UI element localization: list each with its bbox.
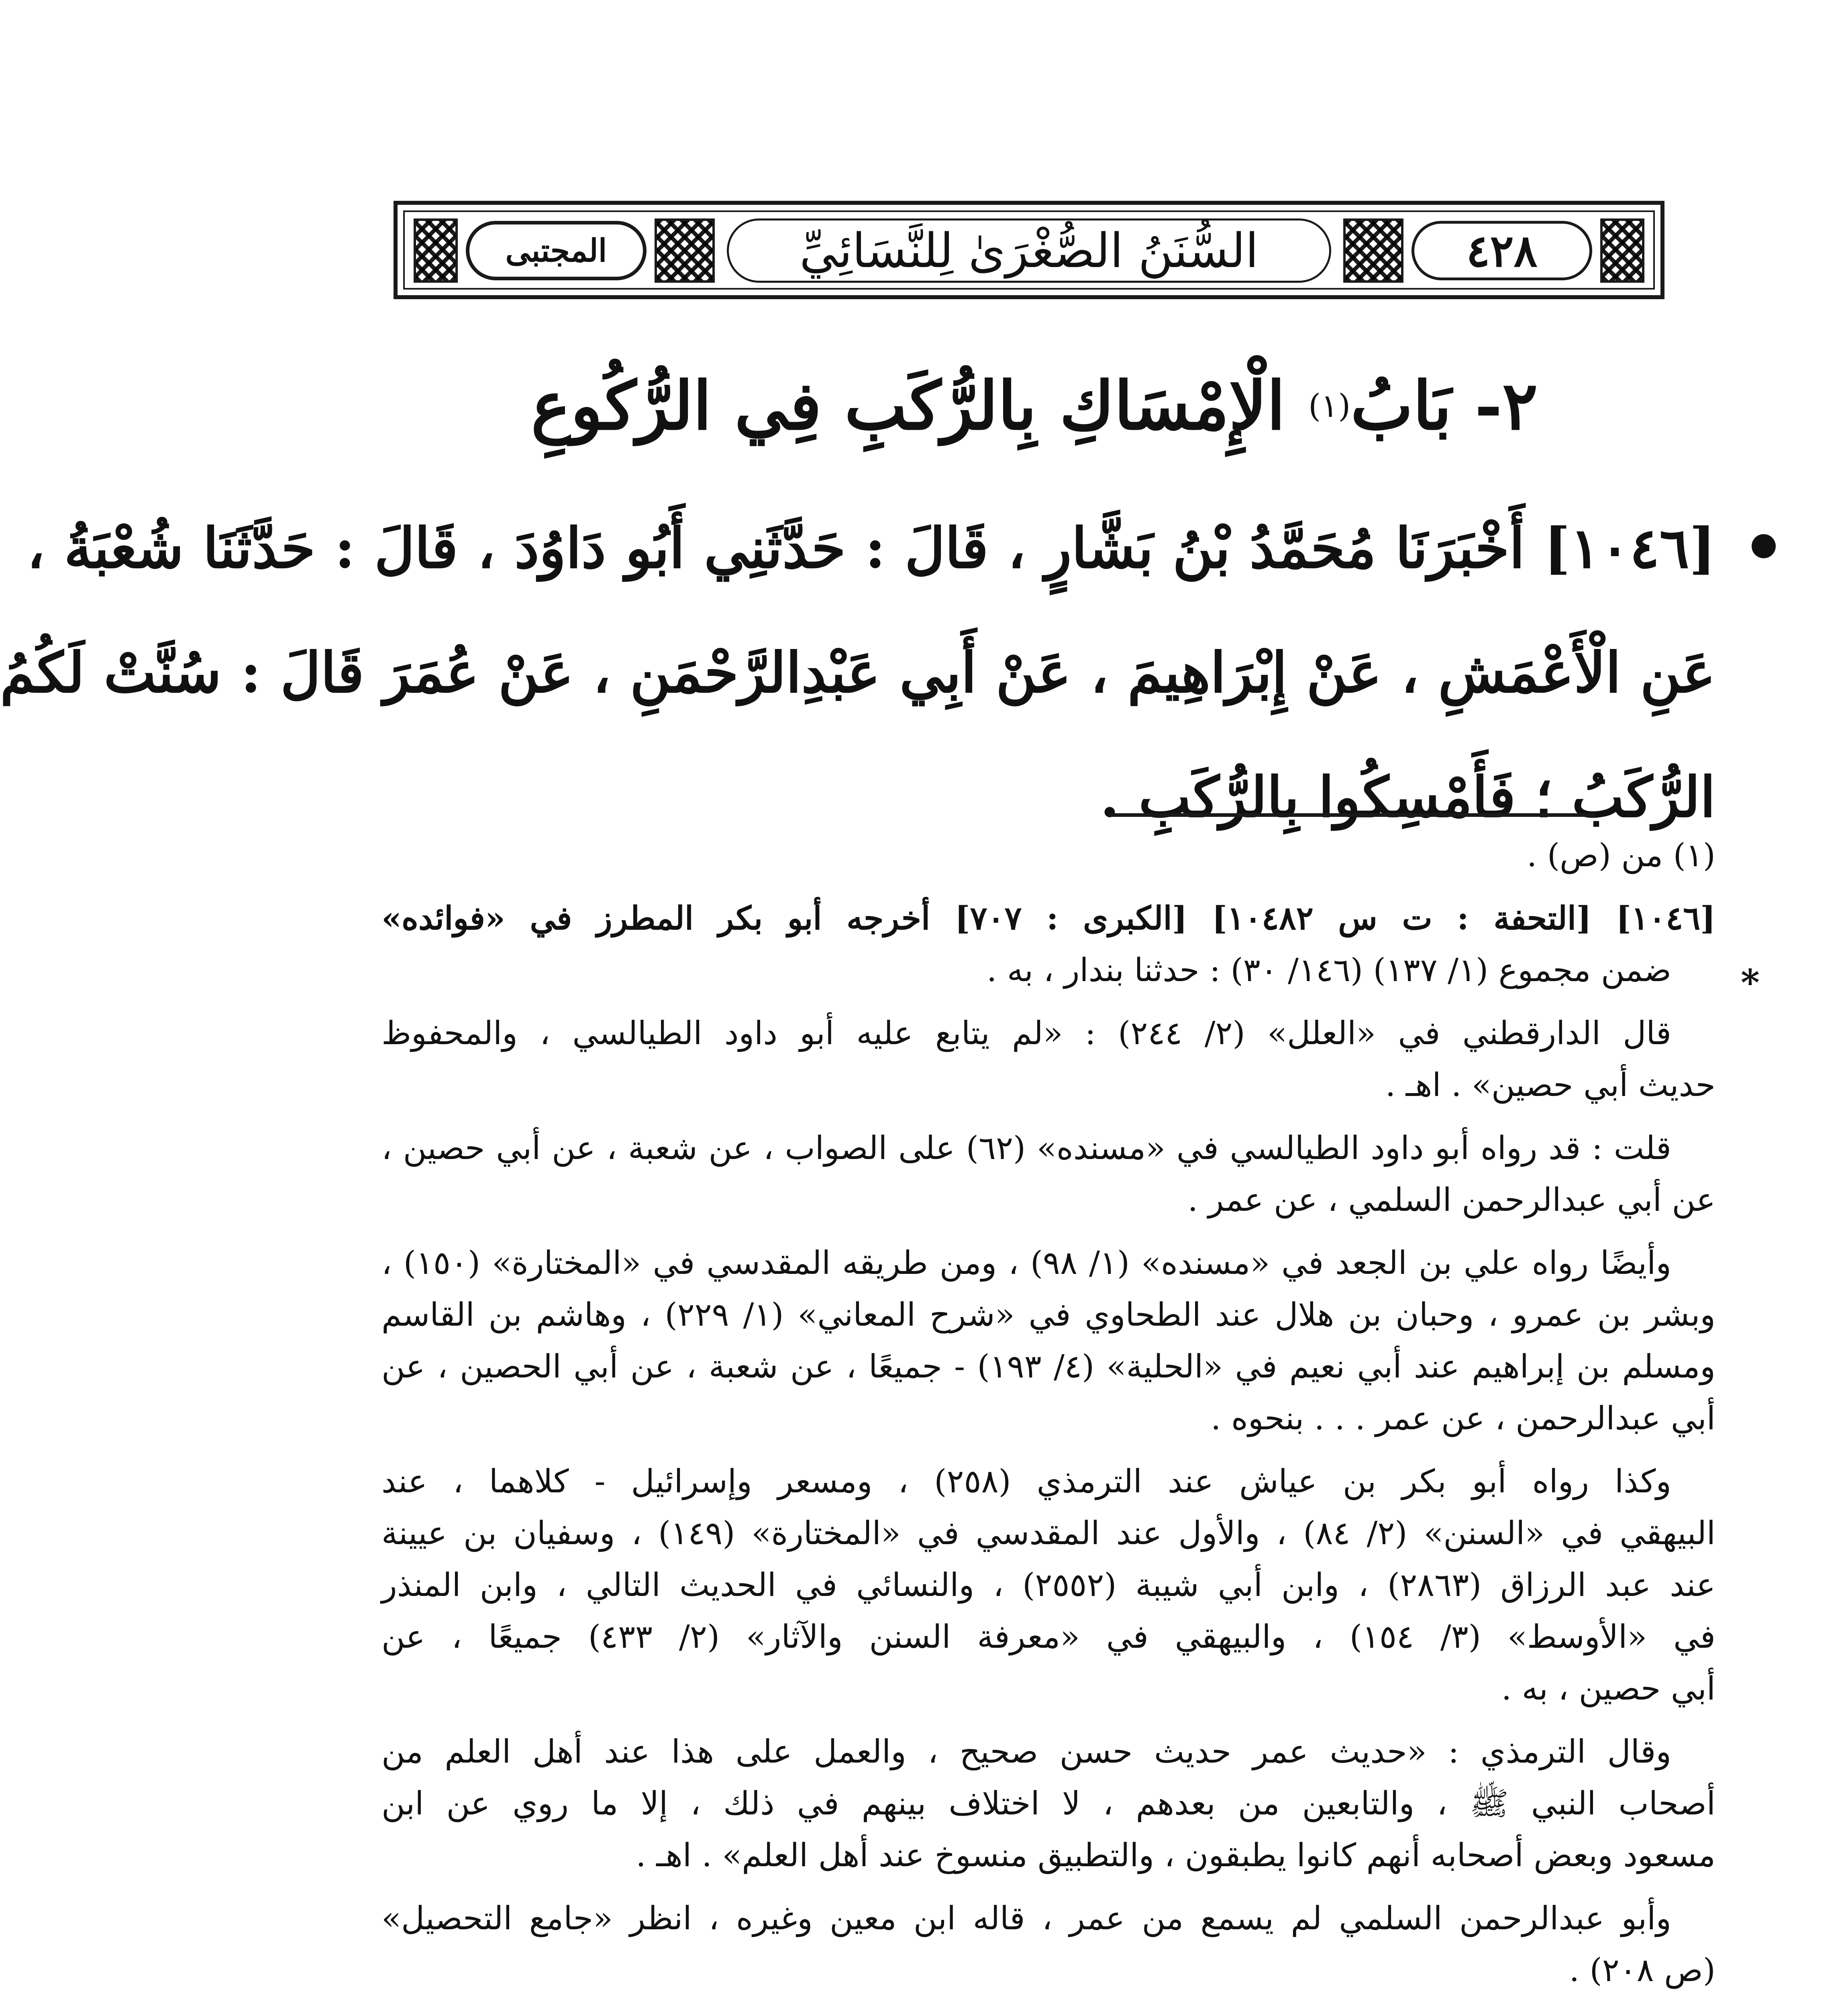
footnote-paragraph xyxy=(381,1237,1715,1444)
footnote-line: في «الأوسط» (٣/ ١٥٤) ، والبيهقي في «معرفة السنن والآثار» (٢/ ٤٣٣) جميعًا ، عن xyxy=(381,1618,1715,1655)
footnote-paragraph xyxy=(381,1122,1715,1226)
footnote-reference: (١) xyxy=(1308,387,1351,424)
hadith-bullet-icon xyxy=(1752,534,1776,558)
footnote-paragraph xyxy=(381,1007,1715,1111)
footnote-paragraph xyxy=(381,1455,1715,1714)
chapter-number-label: ٢- بَابُ xyxy=(1350,367,1538,445)
footnote-line: عند عبد الرزاق (٢٨٦٣) ، وابن أبي شيبة (٢٥٥٢) ، والنسائي في الحديث التالي ، وابن المنذر xyxy=(381,1566,1715,1604)
footnote-line: قلت : قد رواه أبو داود الطيالسي في «مسنده» (٦٢) على الصواب ، عن شعبة ، عن أبي حصين ، xyxy=(381,1129,1672,1167)
takhrij-line: ضمن مجموع (١/ ١٣٧) (١٤٦/ ٣٠) : حدثنا بندار ، به . xyxy=(987,951,1671,989)
hadith-line: الرُّكَبُ ؛ فَأَمْسِكُوا بِالرُّكَبِ . xyxy=(1100,764,1715,830)
header-ornament-left-inner xyxy=(655,218,715,283)
footnote-line: وأيضًا رواه علي بن الجعد في «مسنده» (١/ ٩٨) ، ومن طريقه المقدسي في «المختارة» (١٥٠) ، xyxy=(381,1244,1672,1282)
book-badge: المجتبى xyxy=(466,221,647,280)
footnote-line: مسعود وبعض أصحابه أنهم كانوا يطبقون ، والتطبيق منسوخ عند أهل العلم» . اهـ . xyxy=(636,1837,1715,1874)
header-ornament-right-inner xyxy=(1343,218,1403,283)
footnote-1: (١) من (ص) . xyxy=(1526,837,1715,874)
hadith-line: عَنِ الْأَعْمَشِ ، عَنْ إِبْرَاهِيمَ ، عَنْ أَبِي عَبْدِالرَّحْمَنِ ، عَنْ عُمَرَ قَالَ : سُنَّتْ لَكُمُ xyxy=(0,640,1715,705)
header-ornament-left-outer xyxy=(414,218,458,283)
page-number: ٤٢٨ xyxy=(1411,221,1592,280)
footnote-line: البيهقي في «السنن» (٢/ ٨٤) ، والأول عند المقدسي في «المختارة» (١٤٩) ، وسفيان بن عيينة xyxy=(381,1514,1716,1552)
footnotes xyxy=(381,829,1760,1996)
takhrij-line: [١٠٤٦] [التحفة : ت س ١٠٤٨٢] [الكبرى : ٧٠٧] أخرجه أبو بكر المطرز في «فوائده» xyxy=(381,899,1716,937)
footnote-line: حديث أبي حصين» . اهـ . xyxy=(1385,1066,1715,1104)
takhrij-block xyxy=(381,892,1760,1004)
book-title: السُّنَنُ الصُّغْرَىٰ لِلنَّسَائِيِّ xyxy=(727,218,1331,283)
footnote-line: عن أبي عبدالرحمن السلمي ، عن عمر . xyxy=(1187,1181,1715,1218)
chapter-heading xyxy=(422,353,1647,458)
hadith-text xyxy=(0,486,1715,859)
header-ornament-right-outer xyxy=(1600,218,1644,283)
footnote-separator xyxy=(1109,813,1595,817)
page-header xyxy=(394,201,1664,299)
footnote-line: ومسلم بن إبراهيم عند أبي نعيم في «الحلية» (٤/ ١٩٣) - جميعًا ، عن شعبة ، عن أبي الحصين ، عن xyxy=(381,1348,1715,1385)
footnote-line: أبي حصين ، به . xyxy=(1501,1670,1715,1707)
chapter-title: الْإِمْسَاكِ بِالرُّكَبِ فِي الرُّكُوعِ xyxy=(531,367,1285,445)
footnote-line: وأبو عبدالرحمن السلمي لم يسمع من عمر ، قاله ابن معين وغيره ، انظر «جامع التحصيل» xyxy=(381,1900,1671,1937)
footnote-line: (ص ٢٠٨) . xyxy=(1569,1951,1715,1989)
asterisk-icon: * xyxy=(1740,961,1760,1004)
footnote-line: وبشر بن عمرو ، وحبان بن هلال عند الطحاوي في «شرح المعاني» (١/ ٢٢٩) ، وهاشم بن القاسم xyxy=(381,1296,1716,1333)
footnote-line: وقال الترمذي : «حديث عمر حديث حسن صحيح ، والعمل على هذا عند أهل العلم من xyxy=(381,1733,1671,1770)
footnote-paragraph xyxy=(381,1726,1715,1881)
footnote-line: أصحاب النبي ﷺ ، والتابعين من بعدهم ، لا اختلاف بينهم في ذلك ، إلا ما روي عن ابن xyxy=(381,1785,1715,1822)
footnote-paragraph xyxy=(381,1892,1715,1996)
hadith-line: [١٠٤٦] أَخْبَرَنَا مُحَمَّدُ بْنُ بَشَّارٍ ، قَالَ : حَدَّثَنِي أَبُو دَاوُدَ ، قَالَ : حَدَّثَنَا شُعْبَةُ ، xyxy=(27,515,1715,581)
footnote-line: قال الدارقطني في «العلل» (٢/ ٢٤٤) : «لم يتابع عليه أبو داود الطيالسي ، والمحفوظ xyxy=(381,1014,1671,1052)
footnote-line: أبي عبدالرحمن ، عن عمر . . . بنحوه . xyxy=(1211,1400,1715,1437)
footnote-line: وكذا رواه أبو بكر بن عياش عند الترمذي (٢٥٨) ، ومسعر وإسرائيل - كلاهما ، عند xyxy=(381,1463,1671,1500)
